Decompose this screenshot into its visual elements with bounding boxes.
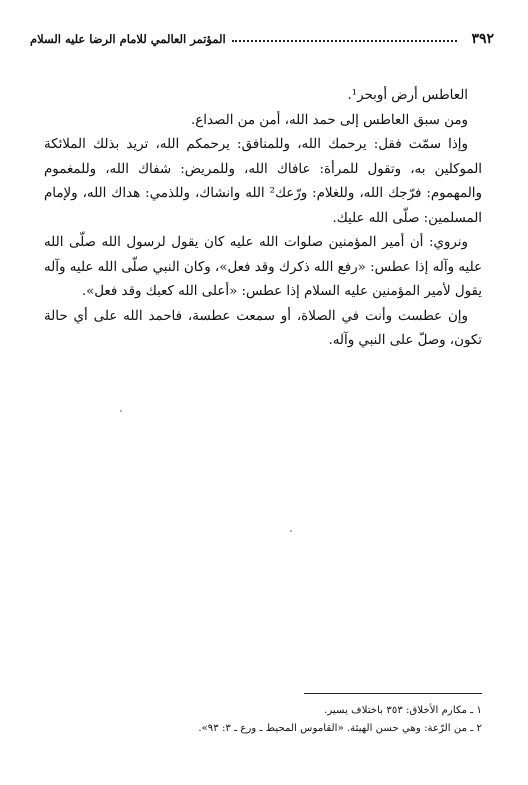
paragraph-1: العاطس أرض أوبحر¹.: [347, 88, 468, 103]
paragraph-3: وإذا سمّت فقل: يرحمك الله، وللمنافق: يرحمكم الله، تريد بذلك الملائكة الموكلين به، وتقول للمرأة: عافاك الله، وللمريض: شفاك الله، وللمغموم والمهموم: فرّجك الله، وللغلام: ورّعك² الله وانشاك، وللذمي: هداك الله، ولإمام المسلمين: صلّى الله عليك.: [44, 137, 482, 226]
running-title: المؤتمر العالمي للامام الرضا عليه السلام: [30, 32, 226, 46]
scan-speck: [120, 410, 122, 412]
footnote-2: ٢ ـ من الرّعة: وهي حسن الهيئة. «القاموس المحيط ـ ورع ـ ٣: ٩٣».: [198, 723, 482, 734]
paragraph-2: ومن سبق العاطس إلى حمد الله، أمن من الصداع.: [191, 112, 468, 128]
main-text: [44, 84, 482, 354]
footnotes: [60, 702, 482, 738]
paragraph-5: وإن عطست وأنت في الصلاة، أو سمعت عطسة، فاحمد الله على أي حالة تكون، وصلّ على النبي وآله.: [44, 308, 482, 348]
footnote-1: ١ ـ مكارم الأخلاق: ٣٥٣ باختلاف يسير.: [324, 705, 482, 716]
scan-speck: [290, 530, 292, 532]
running-header: [30, 28, 494, 50]
dotted-leader: [232, 40, 458, 42]
page-number: ٣٩٢: [471, 31, 494, 47]
footnote-separator: [304, 693, 482, 694]
paragraph-4: ونروي: أن أمير المؤمنين صلوات الله عليه كان يقول لرسول الله صلّى الله عليه وآله إذا عطس: «رفع الله ذكرك وقد فعل»، وكان النبي صلّى الله عليه وآله يقول لأمير المؤمنين عليه السلام إذا عطس: «أعلى الله كعبك وقد فعل».: [44, 235, 482, 299]
